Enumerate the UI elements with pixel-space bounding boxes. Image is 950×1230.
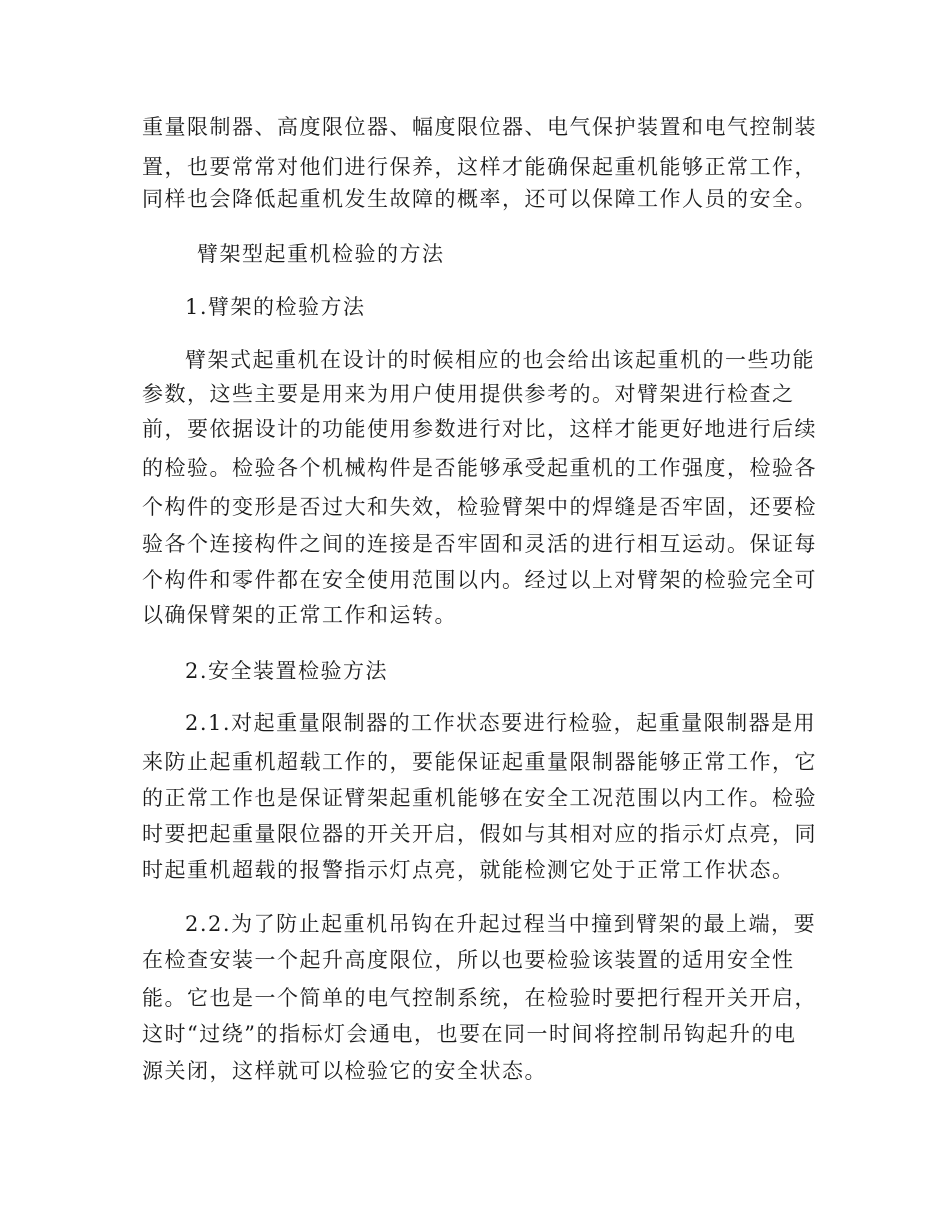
paragraph-line: 这时“过绕”的指标灯会通电，也要在同一时间将控制吊钩起升的电: [142, 1022, 797, 1046]
paragraph-line: 来防止起重机超载工作的，要能保证起重量限制器能够正常工作，它: [142, 750, 817, 774]
paragraph-line: 源关闭，这样就可以检验它的安全状态。: [142, 1059, 547, 1083]
subsection-heading: 1.臂架的检验方法: [185, 295, 366, 319]
paragraph-line: 验各个连接构件之间的连接是否牢固和灵活的进行相互运动。保证每: [142, 532, 817, 556]
paragraph-line: 能。它也是一个简单的电气控制系统，在检验时要把行程开关开启，: [142, 986, 817, 1010]
subsection-heading: 2.安全装置检验方法: [185, 659, 389, 683]
paragraph-line: 同样也会降低起重机发生故障的概率，还可以保障工作人员的安全。: [142, 187, 817, 211]
paragraph-line: 臂架式起重机在设计的时候相应的也会给出该起重机的一些功能: [185, 348, 815, 372]
paragraph-line: 在检查安装一个起升高度限位，所以也要检验该装置的适用安全性: [142, 948, 795, 972]
paragraph-line: 2.2.为了防止起重机吊钩在升起过程当中撞到臂架的最上端，要: [185, 912, 817, 936]
paragraph-line: 前，要依据设计的功能使用参数进行对比，这样才能更好地进行后续: [142, 417, 817, 441]
paragraph-line: 个构件的变形是否过大和失效，检验臂架中的焊缝是否牢固，还要检: [142, 495, 817, 519]
paragraph-line: 以确保臂架的正常工作和运转。: [142, 603, 457, 627]
paragraph-line: 的正常工作也是保证臂架起重机能够在安全工况范围以内工作。检验: [142, 786, 817, 810]
paragraph-line: 2.1.对起重量限制器的工作状态要进行检验，起重量限制器是用: [185, 711, 817, 735]
paragraph-line: 的检验。检验各个机械构件是否能够承受起重机的工作强度，检验各: [142, 456, 817, 480]
paragraph-line: 时要把起重量限位器的开关开启，假如与其相对应的指示灯点亮，同: [142, 822, 817, 846]
paragraph-line: 参数，这些主要是用来为用户使用提供参考的。对臂架进行检查之: [142, 382, 795, 406]
paragraph-line: 重量限制器、高度限位器、幅度限位器、电气保护装置和电气控制装: [142, 115, 817, 139]
paragraph-line: 个构件和零件都在安全使用范围以内。经过以上对臂架的检验完全可: [142, 568, 817, 592]
paragraph-line: 时起重机超载的报警指示灯点亮，就能检测它处于正常工作状态。: [142, 858, 795, 882]
paragraph-line: 置，也要常常对他们进行保养，这样才能确保起重机能够正常工作，: [142, 155, 817, 179]
section-title: 臂架型起重机检验的方法: [197, 242, 445, 266]
